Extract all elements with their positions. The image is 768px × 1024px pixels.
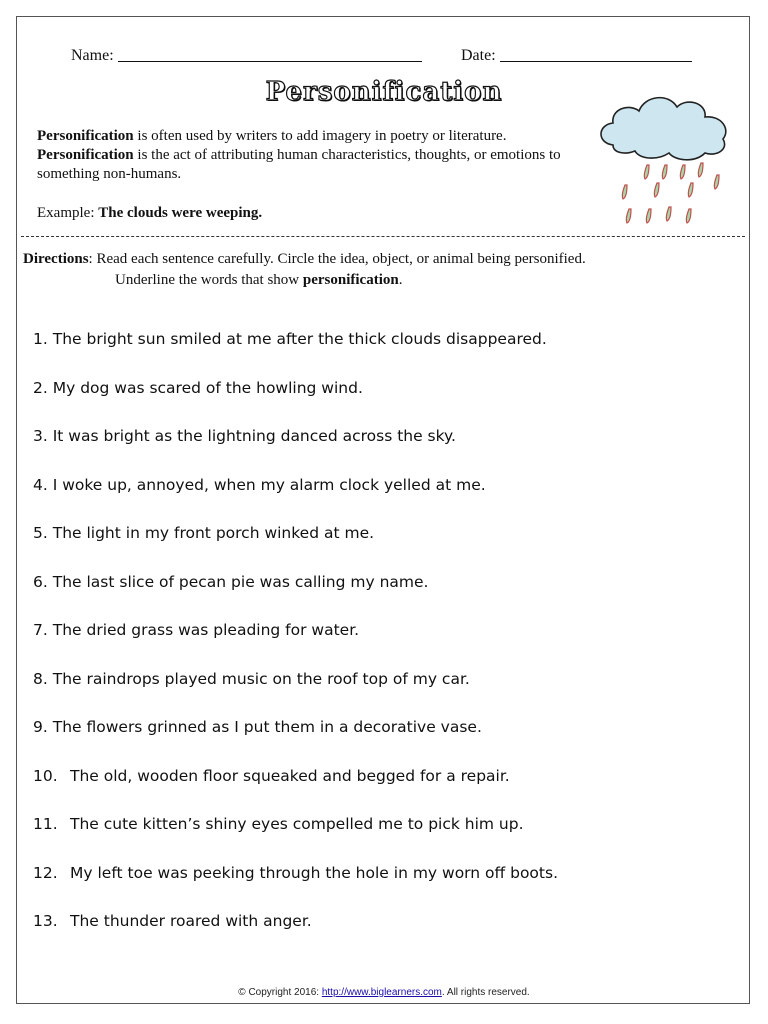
directions-line-2 — [23, 270, 723, 291]
item-number: 5. — [33, 524, 48, 542]
worksheet-page — [16, 16, 750, 1004]
list-item — [33, 330, 733, 379]
intro-term-1: Personification — [37, 128, 134, 144]
item-number: 7. — [33, 621, 48, 639]
item-number: 12. — [33, 863, 58, 882]
name-field — [71, 47, 422, 65]
item-sentence: The light in my front porch winked at me. — [47, 524, 375, 542]
rights-text: . All rights reserved. — [441, 987, 530, 998]
intro-term-2: Personification — [37, 147, 134, 163]
item-sentence: I woke up, annoyed, when my alarm clock yelled at me. — [47, 475, 486, 494]
rain-cloud-icon — [595, 85, 735, 235]
item-number: 6. — [33, 572, 48, 591]
date-field — [461, 47, 692, 65]
intro-line-2: is the act of attributing human characteristics, thoughts, or emotions to something non-humans. — [37, 147, 561, 182]
name-blank — [118, 61, 422, 62]
item-number: 3. — [33, 427, 48, 445]
date-blank — [500, 61, 692, 62]
item-number: 11. — [33, 815, 58, 833]
example-text: The clouds were weeping. — [98, 205, 263, 221]
item-sentence: The raindrops played music on the roof top of my car. — [47, 669, 470, 688]
directions-line-2-bold: personification — [302, 272, 399, 288]
example-line — [37, 205, 262, 222]
item-number: 10. — [33, 766, 58, 785]
list-item — [33, 912, 733, 961]
item-sentence: The flowers grinned as I put them in a decorative vase. — [47, 718, 482, 736]
footer-copyright — [17, 987, 751, 998]
list-item — [33, 815, 733, 864]
copyright-text: © Copyright 2016: — [238, 987, 322, 998]
list-item — [33, 573, 733, 622]
directions-line-1: : Read each sentence carefully. Circle the idea, object, or animal being personified. — [88, 251, 586, 267]
item-number: 13. — [33, 912, 58, 930]
page-title: Personification — [265, 77, 503, 107]
item-number: 4. — [33, 475, 48, 494]
directions-line-2-start: Underline the words that show — [115, 272, 303, 288]
item-number: 1. — [33, 330, 48, 348]
item-sentence: The bright sun smiled at me after the thick clouds disappeared. — [47, 330, 547, 348]
directions — [23, 249, 723, 291]
intro-line-1: is often used by writers to add imagery in poetry or literature. — [133, 128, 507, 144]
website-link[interactable]: http://www.biglearners.com — [321, 987, 442, 998]
list-item — [33, 621, 733, 670]
list-item — [33, 379, 733, 428]
item-sentence: It was bright as the lightning danced across the sky. — [47, 427, 456, 445]
list-item — [33, 767, 733, 816]
item-sentence: My left toe was peeking through the hole in my worn off boots. — [70, 863, 559, 882]
item-sentence: The old, wooden floor squeaked and begged for a repair. — [70, 766, 510, 785]
item-sentence: The thunder roared with anger. — [70, 912, 312, 930]
example-label: Example: — [37, 205, 99, 221]
list-item — [33, 524, 733, 573]
date-label: Date: — [461, 47, 496, 64]
intro-paragraph — [37, 127, 577, 184]
list-item — [33, 864, 733, 913]
directions-label: Directions — [23, 251, 89, 267]
list-item — [33, 476, 733, 525]
list-item — [33, 427, 733, 476]
name-label: Name: — [71, 47, 114, 64]
item-sentence: The dried grass was pleading for water. — [47, 621, 360, 639]
list-item — [33, 670, 733, 719]
item-number: 2. — [33, 378, 48, 397]
item-sentence: The last slice of pecan pie was calling my name. — [47, 572, 429, 591]
section-divider — [21, 236, 745, 237]
item-sentence: The cute kitten’s shiny eyes compelled me to pick him up. — [70, 815, 524, 833]
exercise-list — [33, 330, 733, 961]
list-item — [33, 718, 733, 767]
item-sentence: My dog was scared of the howling wind. — [47, 378, 363, 397]
directions-line-2-end: . — [398, 272, 403, 288]
item-number: 8. — [33, 669, 48, 688]
item-number: 9. — [33, 718, 48, 736]
